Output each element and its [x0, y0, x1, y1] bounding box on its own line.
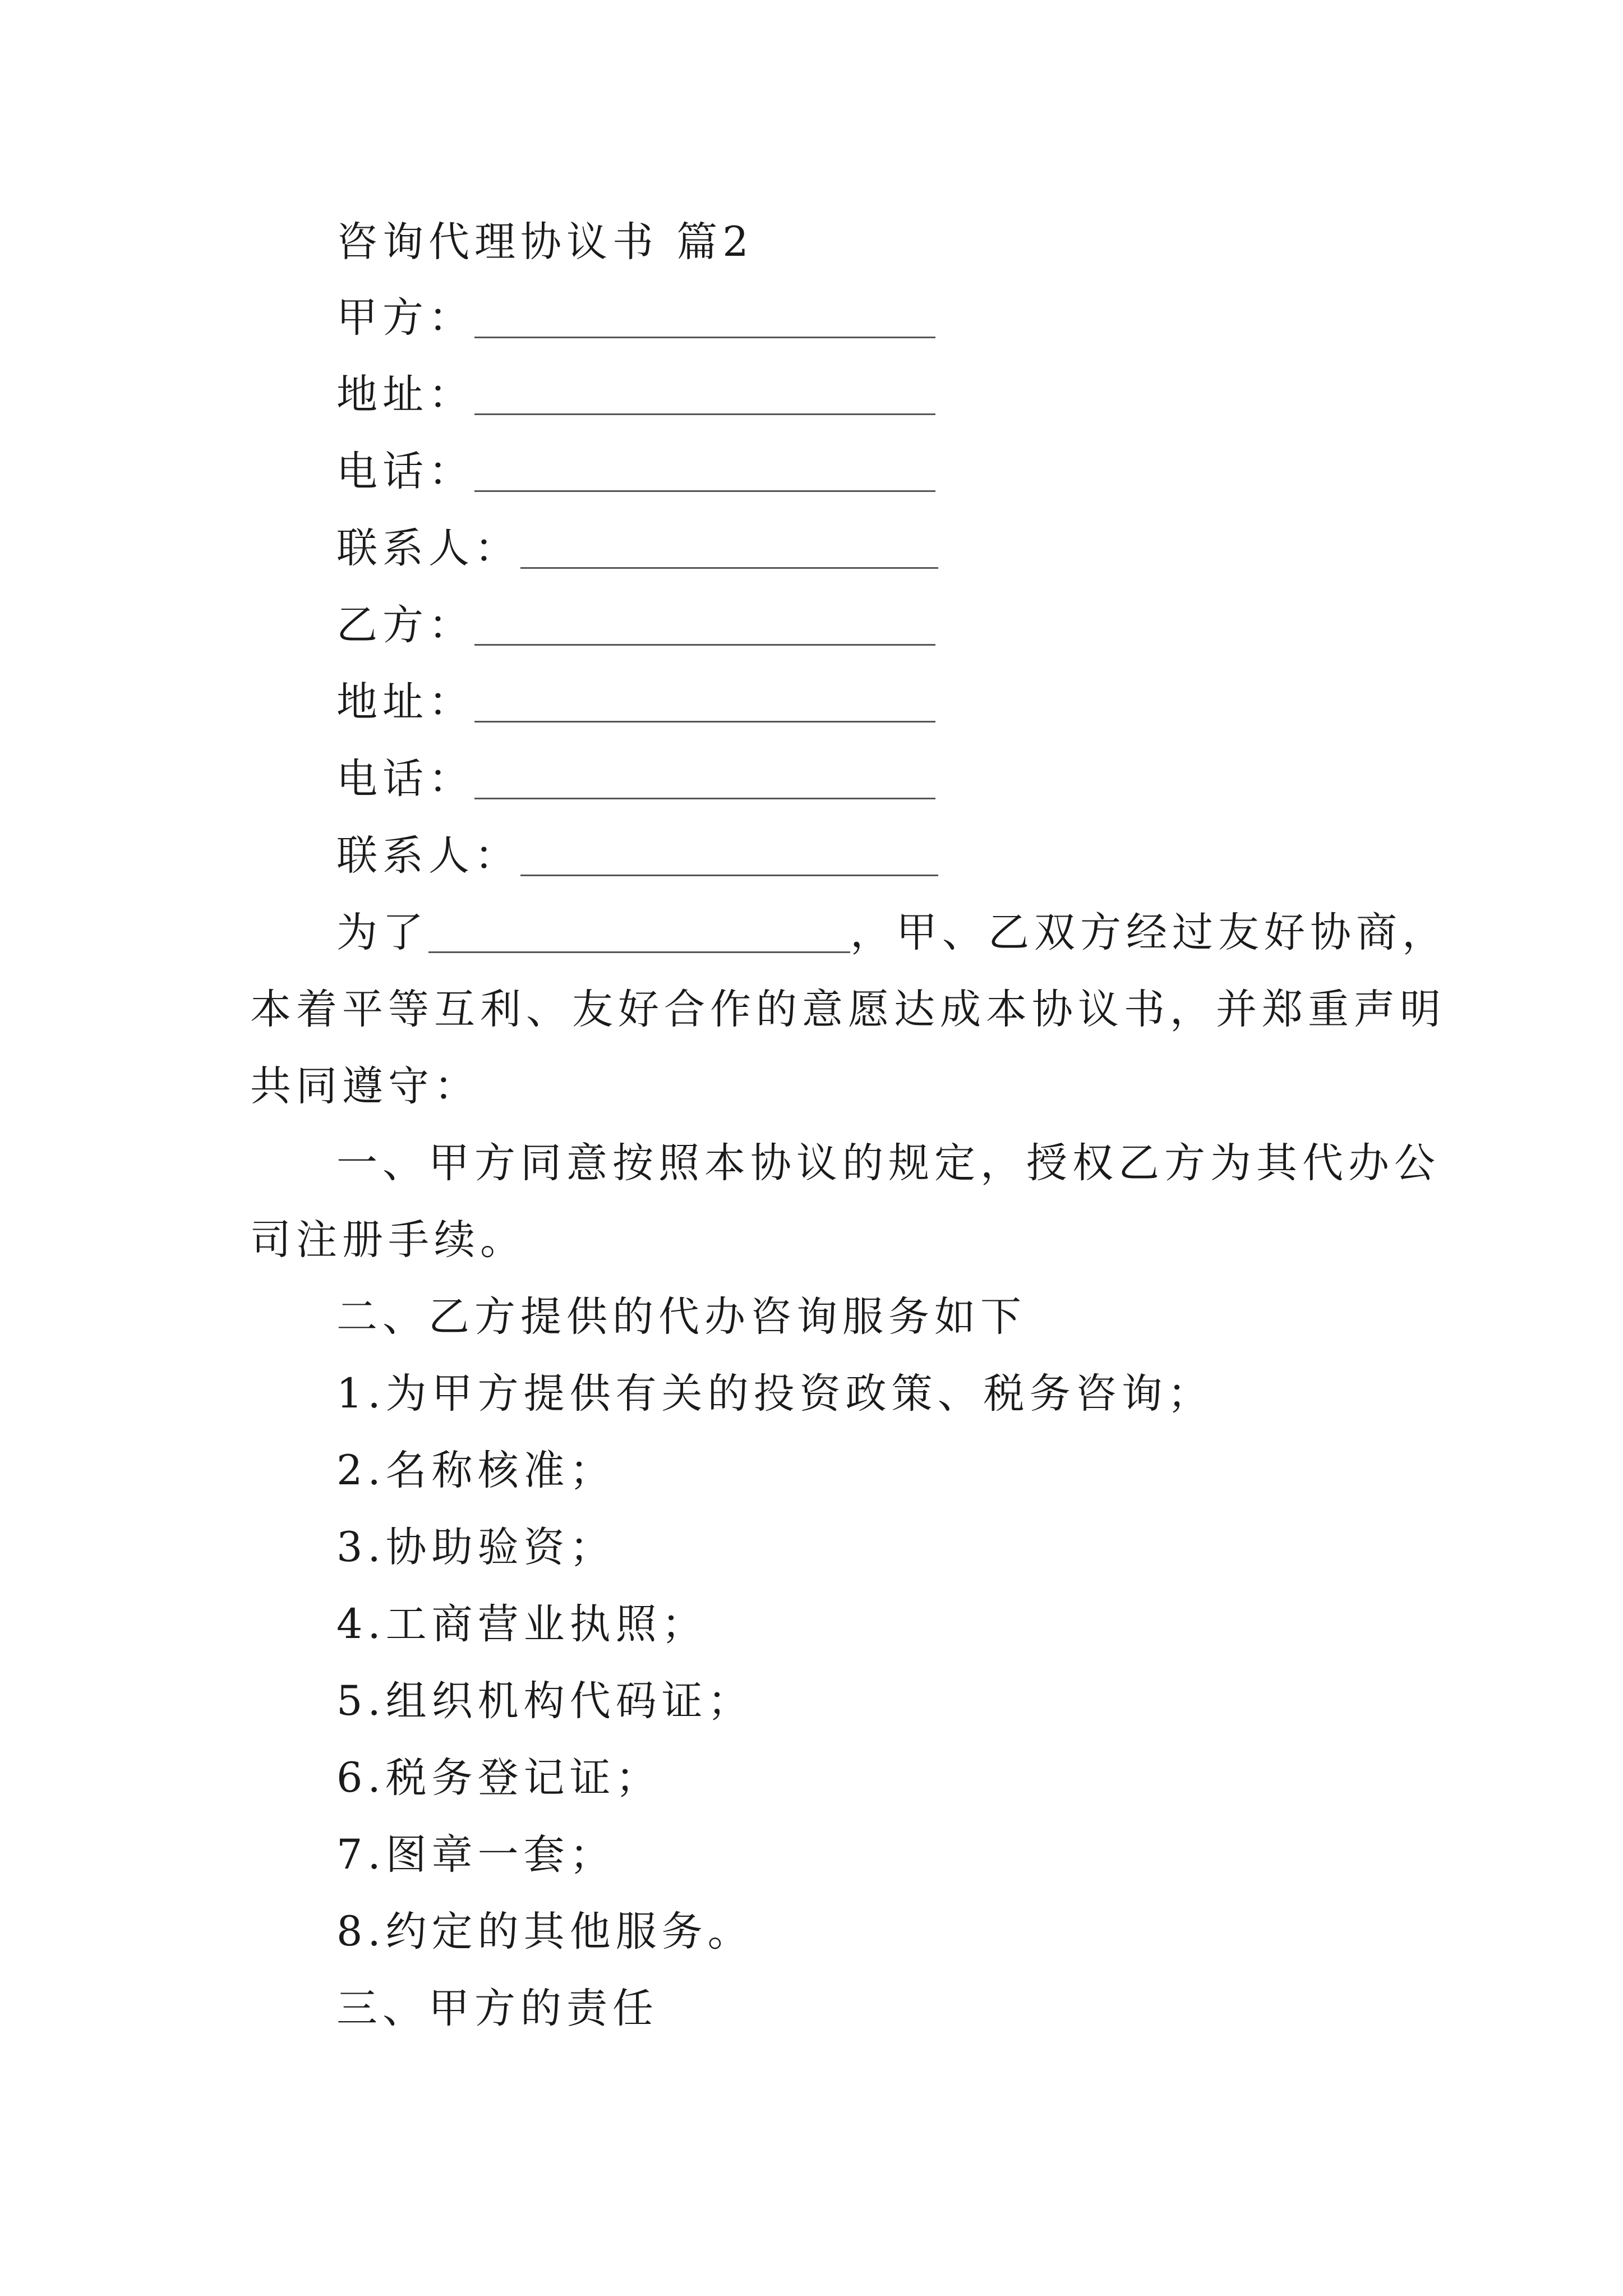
party-a-address-label: 地址：	[336, 371, 474, 418]
party-a-label: 甲方：	[336, 294, 474, 342]
service-item-8: 8.约定的其他服务。	[336, 1908, 754, 1955]
party-b-address-field	[336, 678, 935, 726]
intro-suffix: ，甲、乙双方经过友好协商，	[850, 909, 1448, 956]
party-b-phone-blank	[474, 764, 935, 799]
service-item-1: 1.为甲方提供有关的投资政策、税务咨询；	[336, 1370, 1214, 1418]
document-title: 咨询代理协议书 篇2	[336, 218, 754, 266]
service-item-5: 5.组织机构代码证；	[336, 1677, 754, 1725]
party-a-phone-field	[336, 448, 935, 495]
party-b-address-blank	[474, 687, 935, 723]
intro-prefix: 为了	[336, 909, 428, 956]
service-item-2: 2.名称核准；	[336, 1447, 616, 1494]
party-a-phone-blank	[474, 457, 935, 492]
party-a-phone-label: 电话：	[336, 448, 474, 495]
party-a-contact-field	[336, 524, 938, 572]
service-item-6: 6.税务登记证；	[336, 1754, 662, 1802]
party-b-label: 乙方：	[336, 601, 474, 649]
service-item-3: 3.协助验资；	[336, 1524, 616, 1571]
party-a-contact-label: 联系人：	[336, 524, 520, 572]
clause-1-line-1: 一、甲方同意按照本协议的规定，授权乙方为其代办公	[336, 1139, 1440, 1187]
clause-1-line-2: 司注册手续。	[250, 1216, 526, 1264]
party-b-contact-blank	[520, 841, 938, 876]
party-b-contact-label: 联系人：	[336, 832, 520, 880]
party-a-field	[336, 294, 935, 342]
clause-3-heading: 三、甲方的责任	[336, 1985, 658, 2032]
party-b-phone-label: 电话：	[336, 755, 474, 803]
intro-line-2: 本着平等互利、友好合作的意愿达成本协议书，并郑重声明	[250, 986, 1446, 1033]
intro-line-1	[336, 909, 1448, 956]
clause-2-heading: 二、乙方提供的代办咨询服务如下	[336, 1293, 1026, 1341]
service-item-4: 4.工商营业执照；	[336, 1600, 708, 1648]
intro-line-3: 共同遵守：	[250, 1062, 480, 1110]
party-b-address-label: 地址：	[336, 678, 474, 726]
party-b-contact-field	[336, 832, 938, 880]
party-b-phone-field	[336, 755, 935, 803]
party-a-address-field	[336, 371, 935, 418]
service-item-7: 7.图章一套；	[336, 1831, 616, 1879]
party-b-field	[336, 601, 935, 649]
party-a-address-blank	[474, 380, 935, 415]
purpose-blank	[428, 918, 850, 953]
party-a-contact-blank	[520, 533, 938, 569]
party-b-blank	[474, 610, 935, 646]
party-a-blank	[474, 303, 935, 338]
